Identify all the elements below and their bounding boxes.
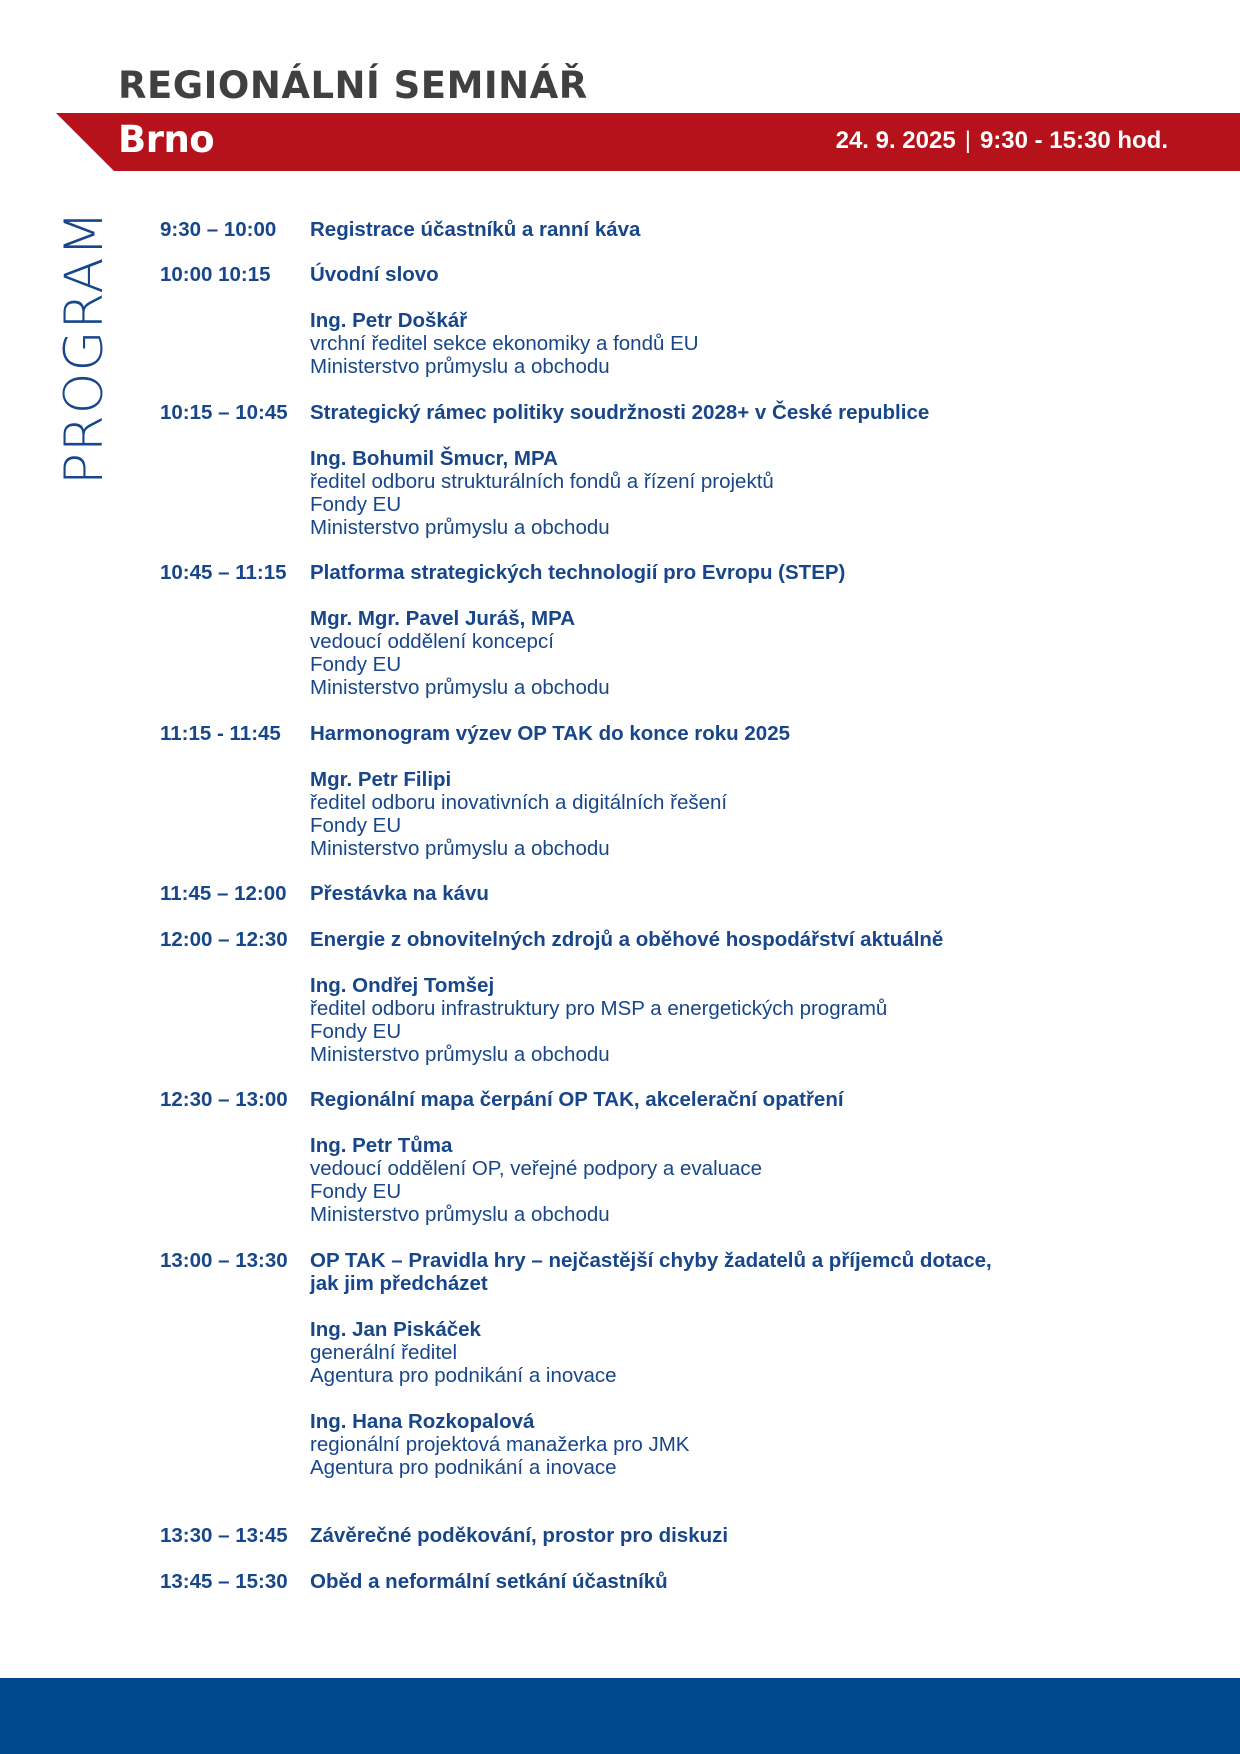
agenda-time: 11:45 – 12:00 xyxy=(160,882,287,905)
speaker-name: Ing. Ondřej Tomšej xyxy=(310,974,495,997)
speaker-organization: Ministerstvo průmyslu a obchodu xyxy=(310,355,610,378)
agenda-title: Energie z obnovitelných zdrojů a oběhové hospodářství aktuálně xyxy=(310,928,944,951)
speaker-role: vedoucí oddělení OP, veřejné podpory a evaluace xyxy=(310,1157,763,1180)
program-side-label: PROGRAM xyxy=(54,209,115,485)
speaker-role: vrchní ředitel sekce ekonomiky a fondů EU xyxy=(310,332,699,355)
speaker-name: Ing. Hana Rozkopalová xyxy=(310,1410,535,1433)
speaker-name: Ing. Petr Doškář xyxy=(310,309,468,332)
agenda-item xyxy=(160,928,1040,1066)
agenda-item xyxy=(160,218,1040,241)
speaker xyxy=(310,447,1040,539)
speaker-organization: Agentura pro podnikání a inovace xyxy=(310,1456,617,1479)
speaker-department: Fondy EU xyxy=(310,653,402,676)
speaker-name: Ing. Bohumil Šmucr, MPA xyxy=(310,447,558,470)
speaker xyxy=(310,309,1040,378)
speaker-name: Ing. Jan Piskáček xyxy=(310,1318,481,1341)
speaker-role: regionální projektová manažerka pro JMK xyxy=(310,1433,690,1456)
speaker-organization: Ministerstvo průmyslu a obchodu xyxy=(310,1203,610,1226)
agenda-item xyxy=(160,1524,1040,1547)
speaker-organization: Ministerstvo průmyslu a obchodu xyxy=(310,516,610,539)
agenda-item xyxy=(160,401,1040,539)
speaker-organization: Ministerstvo průmyslu a obchodu xyxy=(310,837,610,860)
agenda-title: Platforma strategických technologií pro Evropu (STEP) xyxy=(310,561,846,584)
speaker-role: ředitel odboru strukturálních fondů a řízení projektů xyxy=(310,470,774,493)
agenda-time: 13:00 – 13:30 xyxy=(160,1249,288,1272)
agenda-item xyxy=(160,1570,1040,1593)
speaker-department: Fondy EU xyxy=(310,814,402,837)
speaker xyxy=(310,1318,1040,1387)
speaker-organization: Ministerstvo průmyslu a obchodu xyxy=(310,676,610,699)
agenda-title: Registrace účastníků a ranní káva xyxy=(310,218,641,241)
agenda-time: 10:15 – 10:45 xyxy=(160,401,288,424)
date-separator: | xyxy=(964,127,971,154)
agenda-item xyxy=(160,561,1040,699)
agenda-title: Oběd a neformální setkání účastníků xyxy=(310,1570,668,1593)
agenda-time: 10:00 10:15 xyxy=(160,263,271,286)
seminar-heading: REGIONÁLNÍ SEMINÁŘ xyxy=(118,64,588,107)
agenda-time: 10:45 – 11:15 xyxy=(160,561,287,584)
speaker-name: Mgr. Petr Filipi xyxy=(310,768,452,791)
agenda-title: Úvodní slovo xyxy=(310,263,439,286)
city-name: Brno xyxy=(118,118,215,161)
speaker-role: ředitel odboru infrastruktury pro MSP a energetických programů xyxy=(310,997,888,1020)
speaker-department: Fondy EU xyxy=(310,1020,402,1043)
speaker xyxy=(310,1134,1040,1226)
event-time: 9:30 - 15:30 hod. xyxy=(979,127,1168,154)
agenda-item xyxy=(160,263,1040,378)
agenda-time: 13:30 – 13:45 xyxy=(160,1524,288,1547)
agenda-list xyxy=(160,218,1040,1593)
event-date: 24. 9. 2025 xyxy=(835,127,956,154)
agenda-item xyxy=(160,1088,1040,1226)
speaker xyxy=(310,768,1040,860)
agenda-title: Přestávka na kávu xyxy=(310,882,489,905)
agenda-item xyxy=(160,722,1040,860)
speaker-department: Fondy EU xyxy=(310,493,402,516)
speaker-role: vedoucí oddělení koncepcí xyxy=(310,630,554,653)
speaker xyxy=(310,607,1040,699)
agenda-time: 12:00 – 12:30 xyxy=(160,928,288,951)
speaker-organization: Ministerstvo průmyslu a obchodu xyxy=(310,1043,610,1066)
agenda-time: 12:30 – 13:00 xyxy=(160,1088,288,1111)
speaker xyxy=(310,1410,1040,1479)
agenda-item xyxy=(160,882,1040,905)
speaker-role: generální ředitel xyxy=(310,1341,458,1364)
agenda-time: 13:45 – 15:30 xyxy=(160,1570,288,1593)
agenda-title-continued: jak jim předcházet xyxy=(310,1272,488,1295)
event-date-time xyxy=(836,127,1168,155)
agenda-title: OP TAK – Pravidla hry – nejčastější chyby žadatelů a příjemců dotace, xyxy=(310,1249,992,1272)
footer-band xyxy=(0,1678,1240,1754)
agenda-item xyxy=(160,1249,1040,1479)
speaker-role: ředitel odboru inovativních a digitálních řešení xyxy=(310,791,728,814)
speaker-name: Ing. Petr Tůma xyxy=(310,1134,453,1157)
speaker-department: Fondy EU xyxy=(310,1180,402,1203)
agenda-time: 11:15 - 11:45 xyxy=(160,722,281,745)
speaker xyxy=(310,974,1040,1066)
agenda-time: 9:30 – 10:00 xyxy=(160,218,277,241)
agenda-title: Harmonogram výzev OP TAK do konce roku 2025 xyxy=(310,722,791,745)
speaker-name: Mgr. Mgr. Pavel Juráš, MPA xyxy=(310,607,576,630)
agenda-title: Strategický rámec politiky soudržnosti 2028+ v České republice xyxy=(310,401,930,424)
agenda-title: Závěrečné poděkování, prostor pro diskuzi xyxy=(310,1524,729,1547)
speaker-organization: Agentura pro podnikání a inovace xyxy=(310,1364,617,1387)
agenda-title: Regionální mapa čerpání OP TAK, akcelerační opatření xyxy=(310,1088,844,1111)
